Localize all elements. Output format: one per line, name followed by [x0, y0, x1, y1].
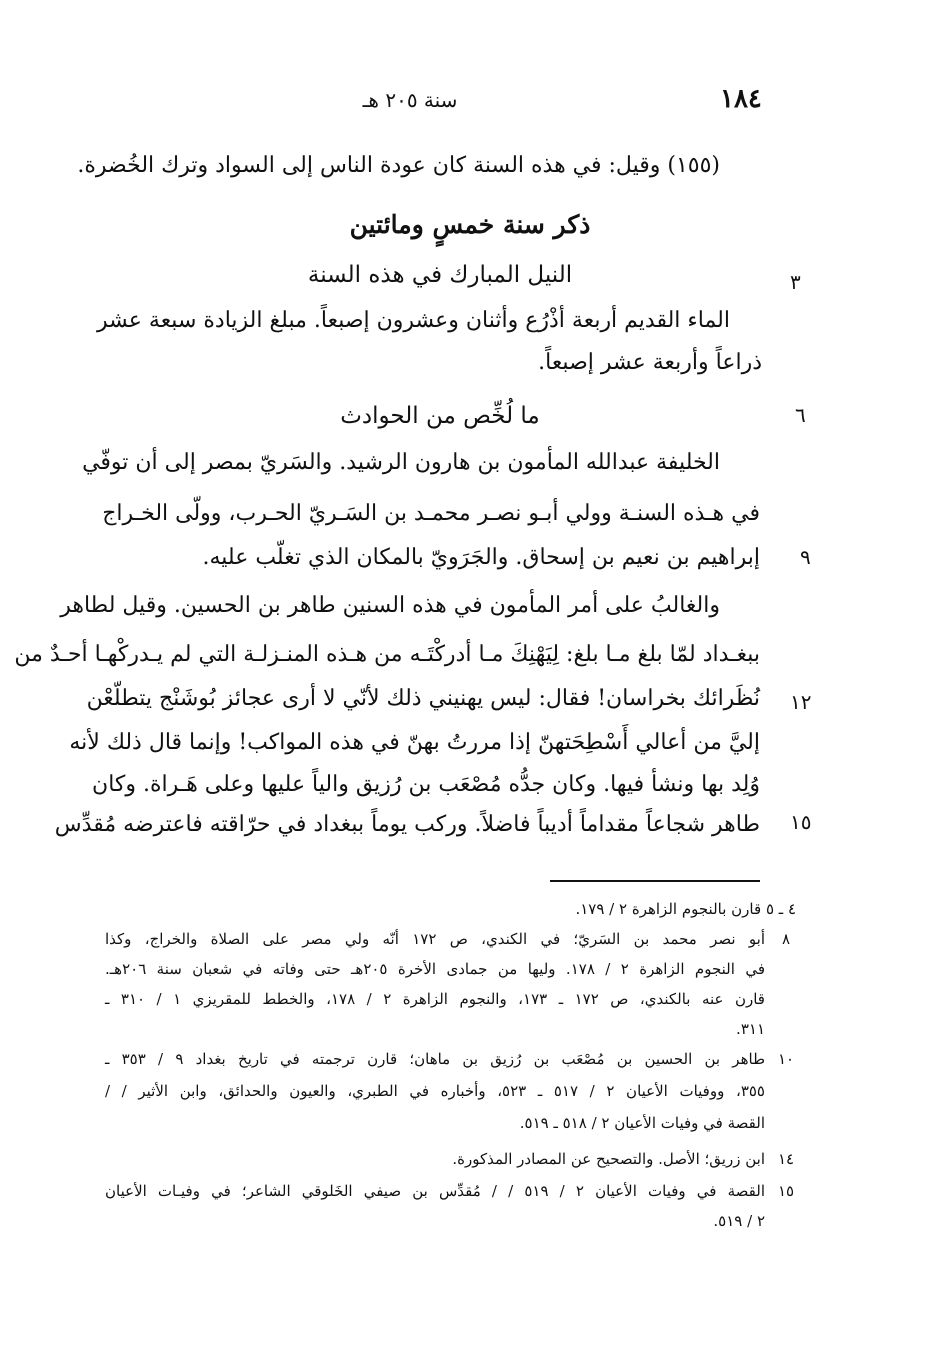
footnote-number: ٨ — [782, 930, 791, 948]
footnote-line: قارن عنه بالكندي، ص ١٧٢ ـ ١٧٣، والنجوم الزاهرة ٢ / ١٧٨، والخطط للمقريزي ١ / ٣١٠ ـ — [105, 990, 765, 1008]
paragraph1-line-1: الخليفة عبدالله المأمون بن هارون الرشيد. والسَريّ بمصر إلى أن توفّي — [82, 450, 720, 475]
events-heading: ما لُخِّص من الحوادث — [340, 403, 540, 429]
nile-line-1: الماء القديم أربعة أذْرُع وأثنان وعشرون إصبعاً. مبلغ الزيادة سبعة عشر — [97, 308, 730, 333]
line-number-15: ١٥ — [790, 810, 812, 834]
footnote-number: ١٤ — [778, 1150, 795, 1168]
paragraph1-line-3: إبراهيم بن نعيم بن إسحاق. والجَرَويّ بالمكان الذي تغلّب عليه. — [202, 545, 760, 570]
paragraph2-line-1: والغالبُ على أمر المأمون في هذه السنين طاهر بن الحسين. وقيل لطاهر — [60, 593, 720, 618]
footnote-line: ٤ ـ ٥ قارن بالنجوم الزاهرة ٢ / ١٧٩. — [575, 900, 796, 918]
footnote-number: ١٠ — [778, 1050, 795, 1068]
paragraph2-line-3: نُظَرائك بخراسان! فقال: ليس يهنيني ذلك لأنّي لا أرى عجائز بُوشَنْج يتطلّعْن — [86, 686, 760, 711]
line-number-9: ٩ — [800, 545, 811, 569]
footnote-line: ٣١١. — [736, 1020, 765, 1038]
footnote-line: في النجوم الزاهرة ٢ / ١٧٨. وليها من جمادى الأخرة ٢٠٥هـ حتى وفاته في شعبان سنة ٢٠٦هـ. — [105, 960, 765, 978]
footnote-line: أبو نصر محمد بن السَريّ؛ في الكندي، ص ١٧٢ أنّه ولي مصر على الصلاة والخراج، وكذا — [105, 930, 765, 948]
line-number-3: ٣ — [790, 270, 801, 294]
page-number: ١٨٤ — [720, 84, 762, 114]
footnote-rule — [550, 880, 760, 882]
intro-note: (١٥٥) وقيل: في هذه السنة كان عودة الناس إلى السواد وترك الخُضرة. — [77, 153, 720, 178]
paragraph2-line-2: ببغـداد لمّا بلغ مـا بلغ: لِيَهْنِكَ مـا أدركْتَـه من هـذه المنـزلـة التي لم يـدركْهـا أحـدٌ من — [14, 642, 760, 667]
paragraph1-line-2: في هـذه السنـة وولي أبـو نصـر محمـد بن السَـريّ الحـرب، وولّى الخـراج — [102, 501, 760, 526]
line-number-6: ٦ — [795, 403, 806, 427]
footnote-line: طاهر بن الحسين بن مُصْعَب بن رُزيق بن ماهان؛ قارن ترجمته في تاريخ بغداد ٩ / ٣٥٣ ـ — [105, 1050, 766, 1068]
running-head: سنة ٢٠٥ هـ — [362, 88, 458, 112]
paragraph2-line-5: وُلِد بها ونشأ فيها. وكان جدُّه مُصْعَب بن رُزيق والياً عليها وعلى هَـراة. وكان — [92, 772, 760, 797]
footnote-line: القصة في وفيات الأعيان ٢ / ٥١٩ / / مُقدِّس بن صيفي الخَلوقي الشاعر؛ في وفيـات الأعيان — [105, 1182, 765, 1200]
footnote-line: ٢ / ٥١٩. — [713, 1212, 765, 1230]
line-number-12: ١٢ — [790, 690, 812, 714]
section-title: ذكر سنة خمسٍ ومائتين — [349, 210, 591, 239]
nile-heading: النيل المبارك في هذه السنة — [307, 262, 573, 288]
footnote-number: ١٥ — [778, 1182, 795, 1200]
footnote-line: القصة في وفيات الأعيان ٢ / ٥١٨ ـ ٥١٩. — [519, 1114, 765, 1132]
footnote-line: ٣٥٥، ووفيات الأعيان ٢ / ٥١٧ ـ ٥٢٣، وأخباره في الطبري، والعيون والحدائق، وابن الأثير / / — [105, 1082, 765, 1100]
footnote-line: ابن زريق؛ الأصل. والتصحيح عن المصادر المذكورة. — [452, 1150, 765, 1168]
paragraph2-line-4: إليَّ من أعالي أَسْطِحَتهنّ إذا مررتُ بهنّ في هذه المواكب! وإنما قال ذلك لأنه — [69, 730, 760, 755]
paragraph2-line-6: طاهر شجاعاً مقداماً أديباً فاضلاً. وركب يوماً ببغداد في حرّاقته فاعترضه مُقدِّس — [54, 812, 760, 837]
nile-line-2: ذراعاً وأربعة عشر إصبعاً. — [538, 350, 762, 375]
